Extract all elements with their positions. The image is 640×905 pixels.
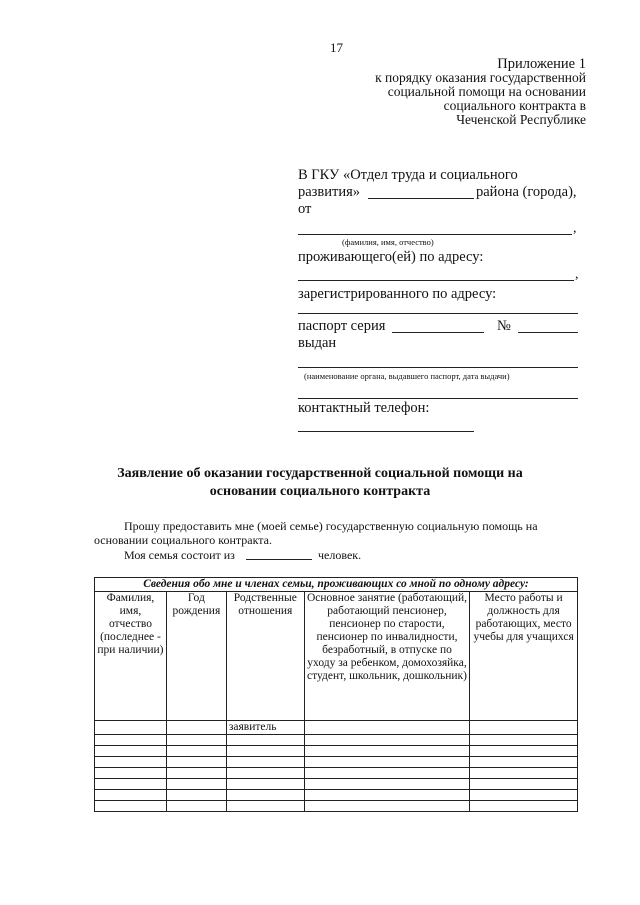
- district-field[interactable]: [368, 198, 474, 199]
- table-row: [95, 801, 578, 812]
- table-cell[interactable]: [226, 779, 304, 790]
- table-cell[interactable]: [304, 735, 469, 746]
- table-row: [95, 757, 578, 768]
- table-cell[interactable]: [470, 790, 578, 801]
- appendix-block: [375, 57, 586, 127]
- phone-field[interactable]: [298, 431, 474, 432]
- header-relation: Родственные отношения: [226, 592, 304, 721]
- table-cell[interactable]: [226, 790, 304, 801]
- fio-hint: (фамилия, имя, отчество): [342, 237, 434, 247]
- comma: ,: [573, 221, 577, 236]
- table-cell[interactable]: [470, 779, 578, 790]
- table-cell[interactable]: [470, 801, 578, 812]
- table-cell[interactable]: [470, 721, 578, 735]
- table-cell[interactable]: [166, 790, 226, 801]
- table-cell[interactable]: [95, 801, 167, 812]
- table-cell[interactable]: [470, 757, 578, 768]
- table-cell[interactable]: [95, 735, 167, 746]
- table-cell[interactable]: [304, 721, 469, 735]
- family-table: [94, 577, 578, 812]
- table-row: [95, 779, 578, 790]
- appendix-line: социальной помощи на основании: [387, 84, 586, 99]
- passport-number-field[interactable]: [518, 332, 578, 333]
- passport-series-field[interactable]: [392, 332, 484, 333]
- issuer-field-2[interactable]: [298, 398, 578, 399]
- table-row: [95, 768, 578, 779]
- application-title-line1: Заявление об оказании государственной социальной помощи на: [117, 466, 523, 481]
- applicant-relation: заявитель: [226, 721, 304, 735]
- table-row: [95, 721, 578, 735]
- application-title-line2: основании социального контракта: [209, 484, 431, 499]
- table-cell[interactable]: [304, 790, 469, 801]
- table-cell[interactable]: [95, 768, 167, 779]
- table-cell[interactable]: [470, 735, 578, 746]
- table-row: [95, 746, 578, 757]
- family-size-field[interactable]: [246, 559, 312, 560]
- table-cell[interactable]: [226, 801, 304, 812]
- header-occupation: Основное занятие (работающий, работающий пенсионер, пенсионер по старости, пенсионер по инвалидности, безработный, в отпуске по уходу за ребенком, домохозяйка, студент, школьник, дошкольник): [304, 592, 469, 721]
- family-size-label: Моя семья состоит из: [124, 548, 235, 562]
- appendix-title: Приложение 1: [497, 56, 586, 72]
- table-cell[interactable]: [166, 735, 226, 746]
- table-caption: Сведения обо мне и членах семьи, проживающих со мной по одному адресу:: [95, 578, 578, 592]
- table-cell[interactable]: [226, 746, 304, 757]
- table-row: [95, 735, 578, 746]
- from-label: от: [298, 201, 312, 217]
- table-cell[interactable]: [166, 768, 226, 779]
- table-cell[interactable]: [166, 757, 226, 768]
- table-cell[interactable]: [304, 801, 469, 812]
- table-cell[interactable]: [166, 746, 226, 757]
- table-cell[interactable]: [166, 801, 226, 812]
- header-workplace: Место работы и должность для работающих, место учебы для учащихся: [470, 592, 578, 721]
- table-cell[interactable]: [95, 746, 167, 757]
- registered-address-field[interactable]: [298, 313, 578, 314]
- table-cell[interactable]: [470, 746, 578, 757]
- addressee-line2-end: района (города),: [476, 184, 577, 200]
- passport-number-label: №: [497, 318, 511, 334]
- table-cell[interactable]: [226, 768, 304, 779]
- issuer-field[interactable]: [298, 367, 578, 368]
- table-row: [95, 790, 578, 801]
- page-number: 17: [330, 40, 343, 55]
- table-cell[interactable]: [304, 768, 469, 779]
- application-title: [60, 465, 580, 501]
- table-cell[interactable]: [95, 757, 167, 768]
- table-cell[interactable]: [304, 746, 469, 757]
- comma: ,: [575, 267, 579, 282]
- table-cell[interactable]: [226, 735, 304, 746]
- request-line2: основании социального контракта.: [94, 533, 273, 547]
- table-cell[interactable]: [95, 721, 167, 735]
- registered-label: зарегистрированного по адресу:: [298, 286, 497, 302]
- issuer-hint: (наименование органа, выдавшего паспорт, дата выдачи): [304, 371, 510, 381]
- table-cell[interactable]: [95, 779, 167, 790]
- header-birth-year: Год рождения: [166, 592, 226, 721]
- request-line1: Прошу предоставить мне (моей семье) государственную социальную помощь на: [124, 519, 538, 533]
- persons-label: человек.: [318, 548, 362, 562]
- table-cell[interactable]: [95, 790, 167, 801]
- table-cell[interactable]: [304, 779, 469, 790]
- phone-label: контактный телефон:: [298, 400, 430, 416]
- table-cell[interactable]: [304, 757, 469, 768]
- addressee-line2-start: развития»: [298, 184, 361, 200]
- addressee-line1: В ГКУ «Отдел труда и социального: [298, 167, 518, 183]
- header-fio: Фамилия, имя, отчество (последнее - при наличии): [95, 592, 167, 721]
- appendix-line: социального контракта в: [443, 98, 586, 113]
- issued-label: выдан: [298, 335, 337, 351]
- residing-address-field[interactable]: [298, 280, 574, 281]
- table-header-row: [95, 592, 578, 721]
- table-cell[interactable]: [166, 721, 226, 735]
- residing-label: проживающего(ей) по адресу:: [298, 249, 484, 265]
- table-cell[interactable]: [226, 757, 304, 768]
- appendix-line: Чеченской Республике: [456, 112, 586, 127]
- fio-field[interactable]: [298, 234, 572, 235]
- table-cell[interactable]: [470, 768, 578, 779]
- table-cell[interactable]: [166, 779, 226, 790]
- appendix-line: к порядку оказания государственной: [375, 70, 586, 85]
- passport-series-label: паспорт серия: [298, 318, 386, 334]
